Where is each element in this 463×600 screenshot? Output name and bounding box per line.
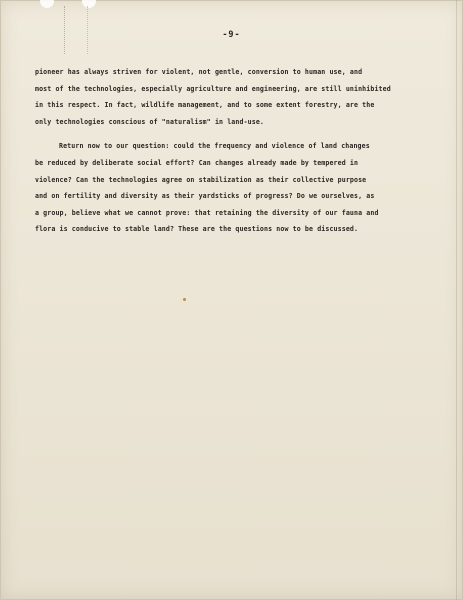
paragraph-gap: [35, 130, 425, 138]
paragraph-2-line: and on fertility and diversity as their yardsticks of progress? Do we ourselves, as: [35, 192, 375, 201]
paragraph-2-line: Return now to our question: could the frequency and violence of land changes: [59, 142, 370, 151]
paragraph-2-line: a group, believe what we cannot prove: that retaining the diversity of our fauna and: [35, 208, 379, 217]
paragraph-2-line: flora is conducive to stable land? These are the questions now to be discussed.: [35, 225, 359, 234]
paragraph-1-line: most of the technologies, especially agriculture and engineering, are still uninhibited: [35, 84, 391, 93]
paragraph-2-line: be reduced by deliberate social effort? Can changes already made by tempered in: [35, 158, 359, 167]
ink-speck: [183, 298, 186, 301]
paragraph-1-line: in this respect. In fact, wildlife management, and to some extent forestry, are the: [35, 101, 375, 110]
paragraph-2-line: violence? Can the technologies agree on stabilization as their collective purpose: [35, 175, 367, 184]
paragraph-1-line: pioneer has always striven for violent, not gentle, conversion to human use, and: [35, 68, 363, 76]
paper-edge: [456, 0, 457, 600]
page-number: -9-: [222, 30, 241, 40]
paragraph-1-line: only technologies conscious of "naturalism" in land-use.: [35, 117, 265, 126]
paper-tab-mark: [40, 0, 54, 8]
body-text: [35, 64, 425, 238]
